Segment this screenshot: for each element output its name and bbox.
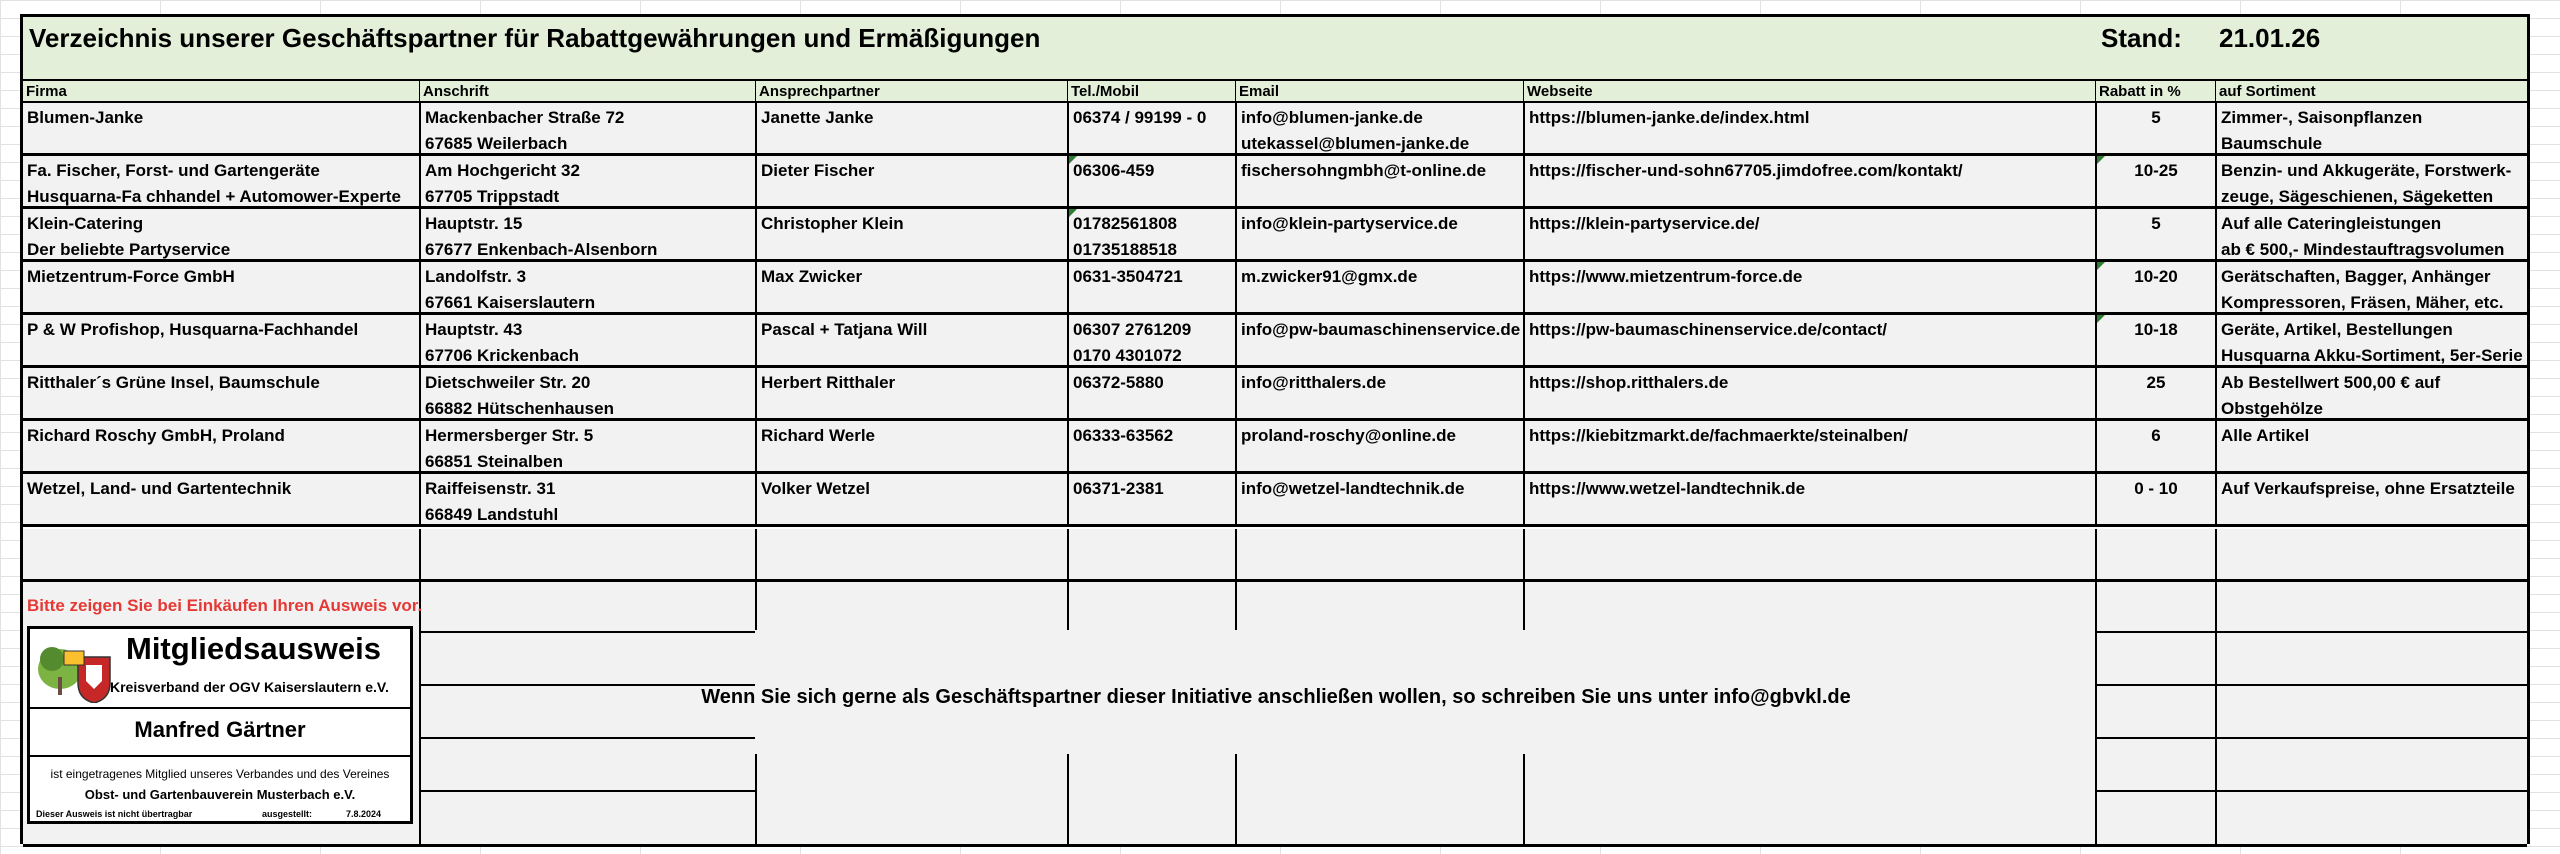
membership-card [27,626,413,824]
cell-text: Dieter Fischer [761,161,875,180]
cell-comment-marker [1069,209,1077,217]
cell-line: 06307 2761209 [1073,320,1192,339]
cell-email[interactable] [1235,368,1523,418]
title-row[interactable] [23,17,2527,81]
header-webseite[interactable]: Webseite [1523,81,2095,101]
cell-text: https://shop.ritthalers.de [1529,373,1729,392]
cell-line: Alle Artikel [2221,426,2310,445]
cell-line: m.zwicker91@gmx.de [1241,267,1418,286]
cell-anschrift[interactable] [419,262,755,312]
cell-line: info@klein-partyservice.de [1241,214,1458,233]
cell-line: fischersohngmbh@t-online.de [1241,161,1487,180]
cell-firma[interactable] [23,262,419,312]
cell-line: 06306-459 [1073,161,1155,180]
lower-divider [419,582,421,844]
cell-ansprechpartner[interactable] [755,421,1067,471]
cell-line: Der beliebte Partyservice [27,240,231,259]
cell-text: Richard Werle [761,426,876,445]
header-anschrift[interactable]: Anschrift [419,81,755,101]
cell-text: https://blumen-janke.de/index.html [1529,108,1810,127]
cell-line: 66851 Steinalben [425,452,563,471]
cell-firma[interactable] [23,209,419,259]
header-rabatt[interactable]: Rabatt in % [2095,81,2215,101]
cell-sortiment[interactable] [2215,315,2527,365]
header-row [23,81,2527,103]
cell-sortiment[interactable] [2215,474,2527,524]
cell-rabatt[interactable] [2095,421,2215,471]
cell-web[interactable] [1523,103,2095,153]
page-title: Verzeichnis unserer Geschäftspartner für Rabattgewährungen und Ermäßigungen [29,23,1041,53]
cell-comment-marker [2097,315,2105,323]
cell-firma[interactable] [23,156,419,206]
table-row[interactable] [23,103,2527,156]
cell-line: info@wetzel-landtechnik.de [1241,479,1465,498]
id-notice: Bitte zeigen Sie bei Einkäufen Ihren Ausweis vor. [27,596,423,615]
cell-line: Husquarna Akku-Sortiment, 5er-Serie [2221,346,2523,365]
cell-line: Zimmer-, Saisonpflanzen [2221,108,2423,127]
cell-sortiment[interactable] [2215,368,2527,418]
header-firma[interactable]: Firma [26,83,67,100]
cell-text: https://www.wetzel-landtechnik.de [1529,479,1806,498]
cell-sortiment[interactable] [2215,421,2527,471]
cell-line: Blumen-Janke [27,108,144,127]
header-ansprechpartner[interactable]: Ansprechpartner [755,81,1067,101]
cell-email[interactable] [1235,209,1523,259]
cell-sortiment[interactable] [2215,103,2527,153]
table-row[interactable] [23,421,2527,474]
cell-line: 67705 Trippstadt [425,187,560,206]
cell-line: ab € 500,- Mindestauftragsvolumen [2221,240,2505,259]
spreadsheet [20,14,2530,844]
cell-line: Hermersberger Str. 5 [425,426,594,445]
cell-web[interactable] [1523,315,2095,365]
cell-web[interactable] [1523,262,2095,312]
cell-tel[interactable] [1067,156,1235,206]
card-footer-issued-label: ausgestellt: [262,809,313,819]
cell-web[interactable] [1523,474,2095,524]
cell-line: Auf alle Cateringleistungen [2221,214,2442,233]
cell-web[interactable] [1523,209,2095,259]
cell-line: 67706 Krickenbach [425,346,580,365]
member-name: Manfred Gärtner [134,717,306,742]
cell-line: Landolfstr. 3 [425,267,527,286]
cell-text: Max Zwicker [761,267,863,286]
cell-line: Benzin- und Akkugeräte, Forstwerk- [2221,161,2512,180]
table-row[interactable] [23,156,2527,209]
cell-sortiment[interactable] [2215,156,2527,206]
cell-comment-marker [2097,156,2105,164]
cell-line: Auf Verkaufspreise, ohne Ersatzteile [2221,479,2515,498]
cell-text: Herbert Ritthaler [761,373,896,392]
cell-line: 06372-5880 [1073,373,1164,392]
cell-line: utekassel@blumen-janke.de [1241,134,1470,153]
cell-text: Pascal + Tatjana Will [761,320,928,339]
cell-sortiment[interactable] [2215,262,2527,312]
cell-line: 0631-3504721 [1073,267,1183,286]
cell-anschrift[interactable] [419,421,755,471]
cell-email[interactable] [1235,156,1523,206]
header-email[interactable]: Email [1235,81,1523,101]
cell-line: 01782561808 [1073,214,1178,233]
cell-line: Obstgehölze [2221,399,2324,418]
cell-rabatt[interactable] [2095,368,2215,418]
lower-section [23,582,2527,844]
cell-line: Richard Roschy GmbH, Proland [27,426,285,445]
header-sortiment[interactable]: auf Sortiment [2215,81,2527,101]
bottom-border [23,844,2527,847]
table-row[interactable] [23,209,2527,262]
cell-line: Dietschweiler Str. 20 [425,373,591,392]
cell-text: https://www.mietzentrum-force.de [1529,267,1803,286]
cell-anschrift[interactable] [419,474,755,524]
cell-line: Ritthaler´s Grüne Insel, Baumschule [27,373,320,392]
cell-ansprechpartner[interactable] [755,474,1067,524]
cell-text: 0 - 10 [2134,479,2178,498]
association-logo-icon [34,637,114,703]
cell-comment-marker [2097,262,2105,270]
cell-text: 10-25 [2134,161,2178,180]
cell-tel[interactable] [1067,315,1235,365]
cell-text: https://fischer-und-sohn67705.jimdofree.com/kontakt/ [1529,161,1963,180]
cell-tel[interactable] [1067,262,1235,312]
card-footer [30,807,410,821]
table-row[interactable] [23,368,2527,421]
cell-firma[interactable] [23,315,419,365]
cell-comment-marker [1069,156,1077,164]
cell-line: 67677 Enkenbach-Alsenborn [425,240,658,259]
cell-line: Mackenbacher Straße 72 [425,108,625,127]
cell-line: 06374 / 99199 - 0 [1073,108,1207,127]
table-row[interactable] [23,315,2527,368]
table-row[interactable] [23,474,2527,527]
cell-text: Christopher Klein [761,214,904,233]
cell-line: Wetzel, Land- und Gartentechnik [27,479,292,498]
cell-anschrift[interactable] [419,103,755,153]
lower-divider [2215,582,2217,844]
cell-tel[interactable] [1067,421,1235,471]
stand-date: 21.01.26 [2219,23,2321,53]
cell-text: 5 [2151,214,2161,233]
cell-rabatt[interactable] [2095,103,2215,153]
card-text: ist eingetragenes Mitglied unseres Verbandes und des Vereines [50,767,390,781]
cell-text: 6 [2151,426,2161,445]
cell-line: Kompressoren, Fräsen, Mäher, etc. [2221,293,2504,312]
cell-anschrift[interactable] [419,368,755,418]
card-footer-note: Dieser Ausweis ist nicht übertragbar [36,809,193,819]
cell-text: 5 [2151,108,2161,127]
cell-line: zeuge, Sägeschienen, Sägeketten [2221,187,2494,206]
cell-line: Raiffeisenstr. 31 [425,479,556,498]
cell-anschrift[interactable] [419,315,755,365]
cell-firma[interactable] [23,368,419,418]
cell-line: 06371-2381 [1073,479,1164,498]
table-row[interactable] [23,262,2527,315]
cell-ansprechpartner[interactable] [755,368,1067,418]
cell-line: 67685 Weilerbach [425,134,568,153]
cell-email[interactable] [1235,103,1523,153]
cell-web[interactable] [1523,368,2095,418]
stand-label: Stand: [2101,23,2182,53]
card-subtitle: Kreisverband der OGV Kaiserslautern e.V. [110,679,389,695]
cell-tel[interactable] [1067,103,1235,153]
cell-email[interactable] [1235,421,1523,471]
cell-rabatt[interactable] [2095,156,2215,206]
cell-line: P & W Profishop, Husquarna-Fachhandel [27,320,359,339]
cell-text: https://kiebitzmarkt.de/fachmaerkte/steinalben/ [1529,426,1908,445]
cell-line: Baumschule [2221,134,2323,153]
cell-line: Am Hochgericht 32 [425,161,580,180]
cell-rabatt[interactable] [2095,262,2215,312]
cell-line: 0170 4301072 [1073,346,1182,365]
header-tel[interactable]: Tel./Mobil [1067,81,1235,101]
cell-tel[interactable] [1067,474,1235,524]
cell-text: https://klein-partyservice.de/ [1529,214,1760,233]
cell-line: 06333-63562 [1073,426,1174,445]
cell-line: info@pw-baumaschinenservice.de [1241,320,1521,339]
cell-web[interactable] [1523,156,2095,206]
card-footer-issued-date: 7.8.2024 [346,809,382,819]
cell-line: Hauptstr. 43 [425,320,523,339]
cell-rabatt[interactable] [2095,209,2215,259]
cell-text: https://pw-baumaschinenservice.de/contact/ [1529,320,1888,339]
cell-line: 66849 Landstuhl [425,505,559,524]
cell-text: 10-20 [2134,267,2178,286]
cell-line: Ab Bestellwert 500,00 € auf [2221,373,2441,392]
cell-web[interactable] [1523,421,2095,471]
cell-line: proland-roschy@online.de [1241,426,1456,445]
cell-email[interactable] [1235,315,1523,365]
cell-firma[interactable] [23,103,419,153]
cell-line: 67661 Kaiserslautern [425,293,596,312]
card-club: Obst- und Gartenbauverein Musterbach e.V. [84,787,356,802]
cell-rabatt[interactable] [2095,474,2215,524]
cell-ansprechpartner[interactable] [755,315,1067,365]
cell-rabatt[interactable] [2095,315,2215,365]
cell-sortiment[interactable] [2215,209,2527,259]
lower-divider [2095,582,2097,844]
cell-tel[interactable] [1067,368,1235,418]
cell-anschrift[interactable] [419,156,755,206]
empty-row[interactable] [23,529,2527,582]
cell-firma[interactable] [23,421,419,471]
cell-email[interactable] [1235,262,1523,312]
cell-line: 66882 Hütschenhausen [425,399,614,418]
cell-ansprechpartner[interactable] [755,262,1067,312]
cell-ansprechpartner[interactable] [755,209,1067,259]
cell-line: Klein-Catering [27,214,144,233]
cell-line: Hauptstr. 15 [425,214,523,233]
cell-line: 01735188518 [1073,240,1178,259]
invite-text[interactable]: Wenn Sie sich gerne als Geschäftspartner dieser Initiative anschließen wollen, so schreiben Sie uns unter info@gbvkl.de [701,686,1851,708]
cell-text: Volker Wetzel [761,479,870,498]
cell-tel[interactable] [1067,209,1235,259]
cell-line: Husquarna-Fa chhandel + Automower-Experte [27,187,401,206]
cell-line: info@ritthalers.de [1241,373,1387,392]
cell-ansprechpartner[interactable] [755,156,1067,206]
cell-anschrift[interactable] [419,209,755,259]
cell-line: Fa. Fischer, Forst- und Gartengeräte [27,161,320,180]
cell-text: Janette Janke [761,108,874,127]
card-title: Mitgliedsausweis [126,631,381,666]
cell-line: Mietzentrum-Force GmbH [27,267,235,286]
cell-line: Gerätschaften, Bagger, Anhänger [2221,267,2491,286]
cell-line: Geräte, Artikel, Bestellungen [2221,320,2453,339]
cell-ansprechpartner[interactable] [755,103,1067,153]
cell-line: info@blumen-janke.de [1241,108,1423,127]
cell-text: 10-18 [2134,320,2178,339]
cell-firma[interactable] [23,474,419,524]
cell-email[interactable] [1235,474,1523,524]
cell-text: 25 [2146,373,2166,392]
